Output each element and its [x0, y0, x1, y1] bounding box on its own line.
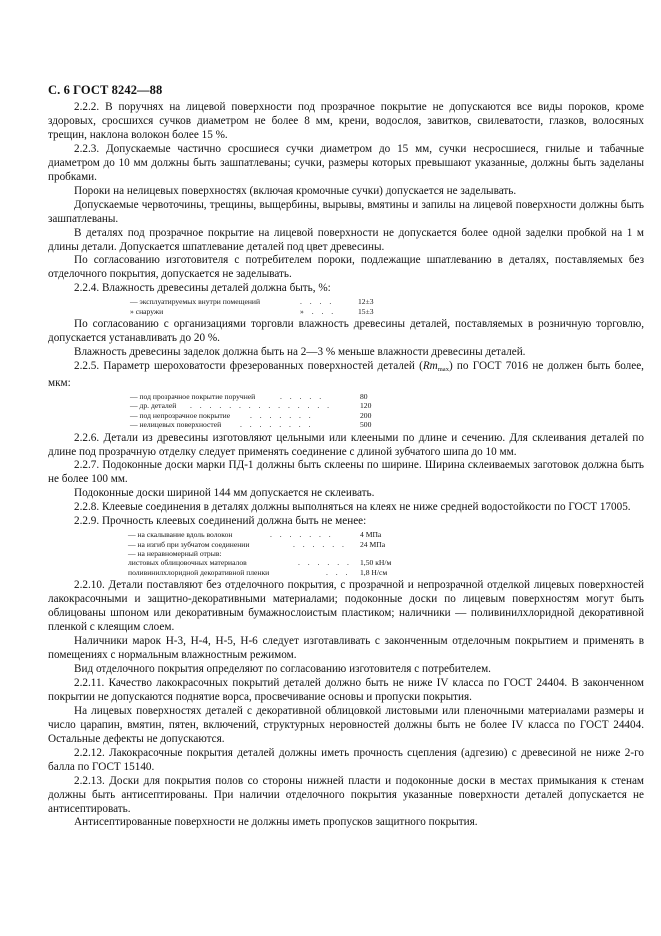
paragraph: 2.2.5. Параметр шероховатости фрезерованных поверхностей деталей $(Rm_{max})$ по ГОСТ 7016 не должен быть более, мкм: — [48, 360, 644, 389]
paragraph: Пороки на нелицевых поверхностях (включая кромочные сучки) допускается не заделывать. — [74, 184, 517, 197]
list-item: — нелицевых поверхностей . . . . . . . . 500 — [130, 420, 372, 430]
roughness-list — [130, 392, 644, 430]
paragraph: В деталях под прозрачное покрытие на лицевой поверхности не допускается более одной заделки пробкой на 1 м длины детали. Допускается шпатлевание деталей под цвет древесины. — [48, 226, 644, 253]
paragraph: Вид отделочного покрытия определяют по согласованию изготовителя с потребителем. — [74, 662, 491, 675]
paragraph: 2.2.7. Подоконные доски марки ПД-1 должны быть склеены по ширине. Ширина склеиваемых заготовок должна быть не более 100 мм. — [48, 459, 644, 486]
paragraph: 2.2.12. Лакокрасочные покрытия деталей должны иметь прочность сцепления (адгезию) с древесиной не ниже 2-го балла по ГОСТ 15140. — [48, 746, 644, 773]
list-item: — на изгиб при зубчатом соединении . . . . . . 24 МПа — [128, 539, 386, 549]
list-item: — под непрозрачное покрытие . . . . . . . 200 — [130, 410, 372, 420]
list-item: — эксплуатируемых внутри помещений . . . . 12±3 — [130, 297, 374, 307]
moisture-list — [130, 297, 644, 316]
paragraph: Допускаемые червоточины, трещины, выщербины, вырывы, вмятины и запилы на лицевой поверхности должны быть зашпатлеваны. — [48, 198, 644, 225]
document-body — [48, 101, 644, 830]
paragraph: 2.2.8. Клеевые соединения в деталях должны выполняться на клеях не ниже средней водостойкости по ГОСТ 17005. — [74, 501, 631, 514]
paragraph: Влажность древесины заделок должна быть на 2—3 % меньше влажности древесины деталей. — [74, 346, 526, 359]
paragraph: По согласованию с организациями торговли влажность древесины деталей, поставляемых в розничную торговлю, допускается устанавливать до 20 %. — [48, 318, 644, 345]
list-item: » снаружи » . . . 15±3 — [130, 306, 374, 316]
list-item: поливинилхлоридной декоративной пленки . . . 1,8 Н/см — [128, 567, 388, 577]
list-item: листовых облицовочных материалов . . . . . . 1,50 кН/м — [128, 558, 392, 568]
paragraph: 2.2.11. Качество лакокрасочных покрытий деталей должно быть не ниже IV класса по ГОСТ 24404. В законченном покрытии не допускаются поднятие ворса, просвечивание основы и пропуски покрытия. — [48, 676, 644, 703]
paragraph: 2.2.13. Доски для покрытия полов со стороны нижней пласти и подоконные доски в местах примыкания к стенам должны быть антисептированы. При наличии отделочного покрытия указанные поверхности деталей допускается не антисептировать. — [48, 774, 644, 815]
paragraph: 2.2.9. Прочность клеевых соединений должна быть не менее: — [74, 515, 367, 528]
paragraph: По согласованию изготовителя с потребителем пороки, подлежащие шпатлеванию в деталях, поставляемых без отделочного покрытия, допускается не заделывать. — [48, 254, 644, 281]
paragraph: 2.2.6. Детали из древесины изготовляют цельными или клееными по длине и сечению. Для склеивания деталей по длине под прозрачную отделку следует применять соединение с длиной зубчатого шипа до 10 мм. — [48, 431, 644, 458]
paragraph: Антисептированные поверхности не должны иметь пропусков защитного покрытия. — [74, 816, 478, 829]
strength-list — [128, 530, 644, 577]
list-item: — под прозрачное покрытие поручней . . . . . 80 — [130, 391, 368, 401]
list-item: — на скалывание вдоль волокон . . . . . . . 4 МПа — [128, 530, 382, 540]
list-item: — др. деталей . . . . . . . . . . . . . . . 120 — [130, 401, 372, 411]
paragraph: Наличники марок Н-3, Н-4, Н-5, Н-6 следует изготавливать с законченным отделочным покрытием и применять в помещениях с нормальным влажностным режимом. — [48, 635, 644, 662]
paragraph: 2.2.10. Детали поставляют без отделочного покрытия, с прозрачной и непрозрачной отделкой лицевых поверхностей лакокрасочными и защитно-декоративными материалами; подоконные доски по лицевым поверхностям могут быть облицованы шпоном или декоративным бумажнослоистым пластиком; наличники — поливинилхлоридной декоративной пленкой с клеящим слоем. — [48, 579, 644, 634]
paragraph: 2.2.3. Допускаемые частично сросшиеся сучки диаметром до 15 мм, сучки несросшиеся, гнилые и табачные диаметром до 10 мм должны быть зашпатлеваны; сучки, размеры которых превышают указанные, должны быть заделаны пробками. — [48, 142, 644, 183]
paragraph: 2.2.4. Влажность древесины деталей должна быть, %: — [74, 282, 331, 295]
paragraph: 2.2.2. В поручнях на лицевой поверхности под прозрачное покрытие не допускаются все виды пороков, кроме здоровых, сросшихся сучков диаметром не более 8 мм, крени, водослоя, завитков, свилеватости, глазков, волосяных трещин, наклона волокон более 15 %. — [48, 101, 644, 141]
page-header: С. 6 ГОСТ 8242—88 — [48, 83, 163, 97]
list-item: — на неравномерный отрыв: — [128, 549, 222, 559]
paragraph: На лицевых поверхностях деталей с декоративной облицовкой листовыми или пленочными материалами размеры и число царапин, вмятин, пятен, включений, структурных неровностей должны быть не более IV класса по ГОСТ 24404. Остальные дефекты не допускаются. — [48, 704, 644, 745]
paragraph: Подоконные доски шириной 144 мм допускается не склеивать. — [74, 487, 375, 500]
